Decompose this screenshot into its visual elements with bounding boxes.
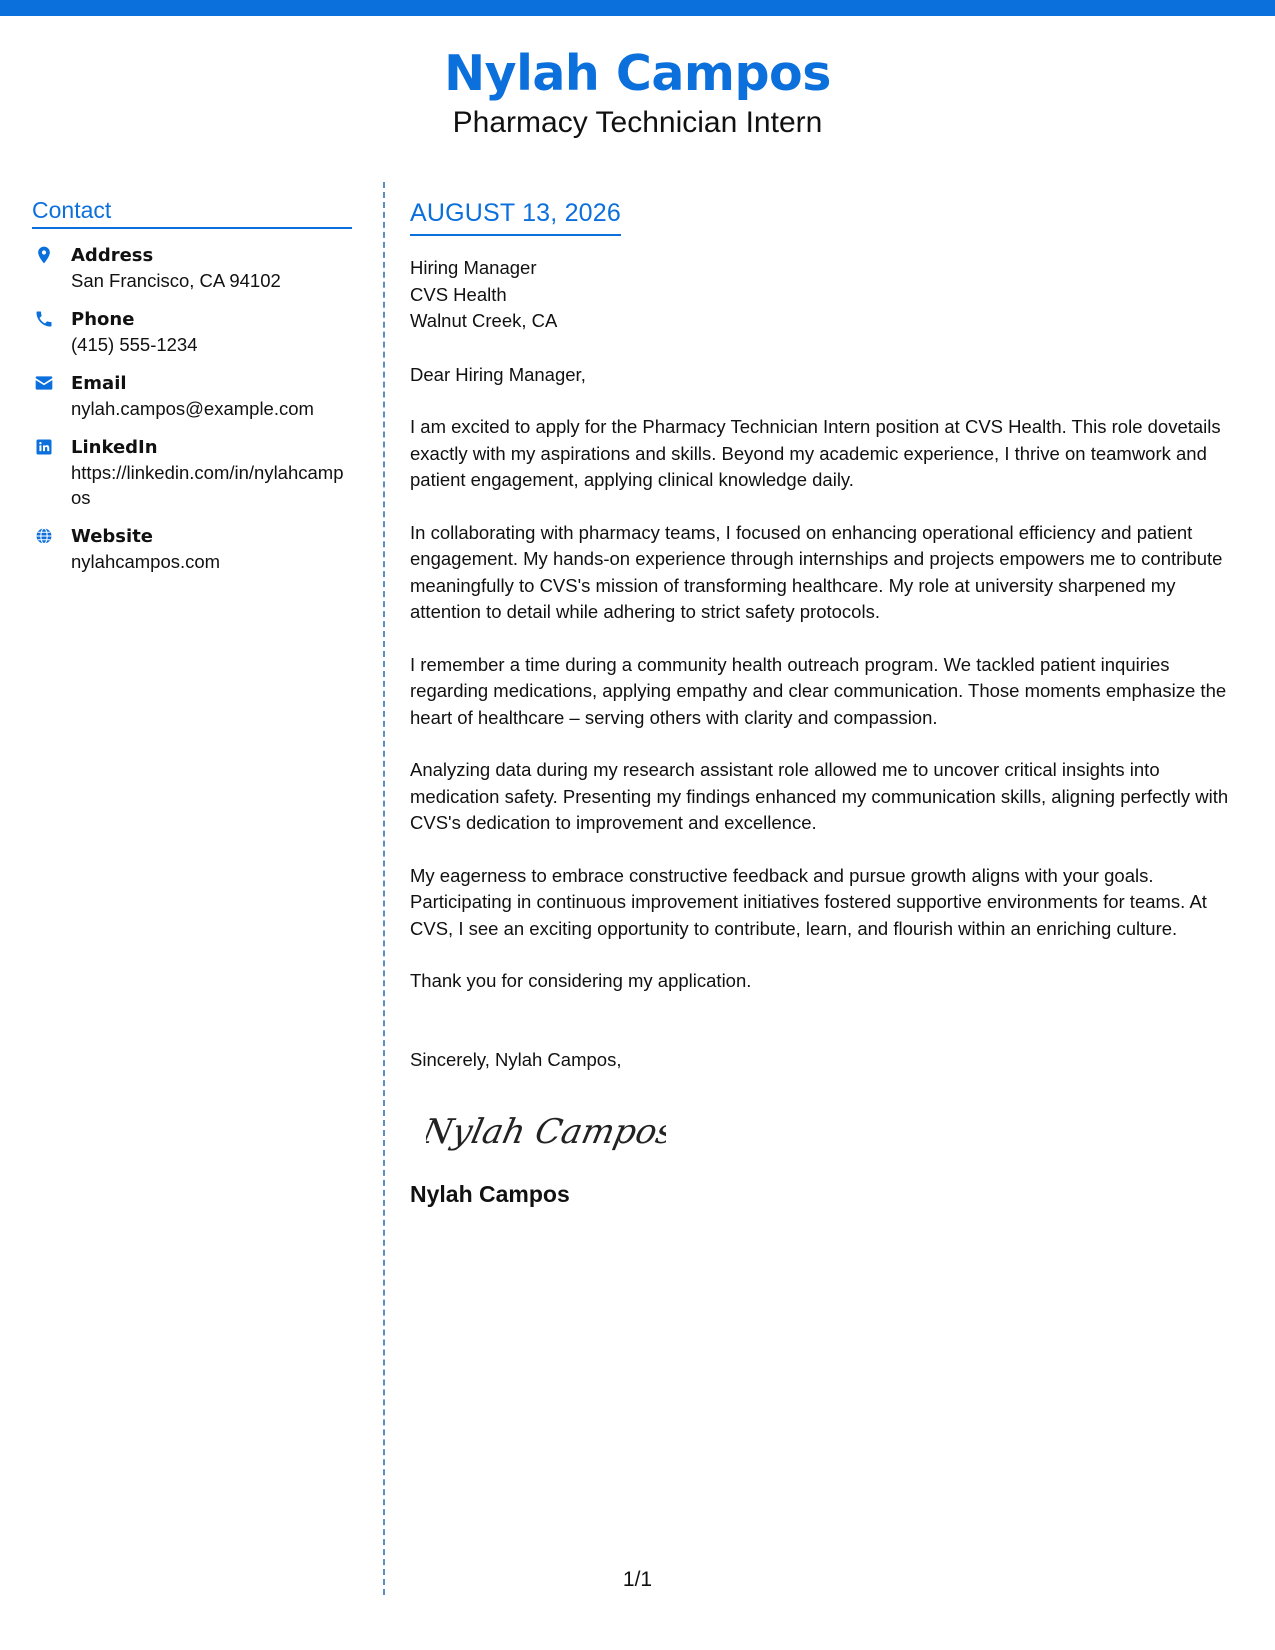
contact-item-linkedin: [32, 435, 352, 510]
contact-sidebar: [32, 196, 352, 574]
contact-item-phone: [32, 307, 352, 357]
contact-value: nylahcampos.com: [71, 551, 221, 572]
recipient-line: CVS Health: [410, 283, 507, 305]
linkedin-icon: [34, 437, 54, 457]
contact-value: nylah.campos@example.com: [71, 398, 314, 419]
letter-paragraph: Analyzing data during my research assistant role allowed me to uncover critical insights into medication safety. Presenting my findings enhanced my communication skills, aligning perfectly with CVS's dedication to improvement and excellence.: [410, 759, 1229, 833]
letter-paragraph: My eagerness to embrace constructive feedback and pursue growth aligns with your goals. Participating in continuous improvement initiatives fostered supportive environments for teams. At CVS, I see an exciting opportunity to contribute, learn, and flourish within an enriching culture.: [410, 864, 1207, 939]
contact-label: Website: [71, 526, 154, 547]
applicant-job-title: Pharmacy Technician Intern: [452, 106, 823, 139]
letter-date: AUGUST 13, 2026: [410, 198, 621, 236]
applicant-name: Nylah Campos: [444, 45, 831, 102]
page-number: 1/1: [622, 1568, 653, 1591]
closing-line: Sincerely, Nylah Campos,: [410, 1048, 622, 1070]
recipient-line: Walnut Creek, CA: [410, 310, 558, 331]
salutation: Dear Hiring Manager,: [410, 363, 586, 385]
contact-value: San Francisco, CA 94102: [71, 270, 281, 291]
letter-body: [410, 198, 1250, 1209]
recipient-block: [410, 255, 1250, 335]
letter-paragraph: Thank you for considering my application.: [410, 970, 752, 991]
recipient-line: Hiring Manager: [410, 257, 537, 278]
column-divider: [383, 182, 385, 1595]
letter-paragraph: In collaborating with pharmacy teams, I focused on enhancing operational efficiency and patient engagement. My hands-on experience through internships and projects empowers me to contribute meaningfully to CVS's mission of transforming healthcare. My role at university sharpened my attention to detail while adhering to strict safety protocols.: [410, 521, 1223, 622]
contact-value: (415) 555-1234: [71, 334, 198, 355]
handwritten-signature: [426, 1099, 1250, 1159]
location-pin-icon: [34, 245, 54, 265]
contact-label: Phone: [71, 309, 135, 330]
contact-heading: Contact: [32, 196, 352, 229]
top-accent-bar: [0, 0, 1275, 16]
contact-item-website: [32, 524, 352, 574]
contact-value: https://linkedin.com/in/nylahcampos: [71, 462, 344, 508]
contact-item-email: [32, 371, 352, 421]
letter-paragraph: I remember a time during a community health outreach program. We tackled patient inquiries regarding medications, applying empathy and clear communication. Those moments emphasize the heart of healthcare – serving others with clarity and compassion.: [410, 653, 1227, 728]
signer-name: Nylah Campos: [410, 1181, 570, 1207]
globe-icon: [34, 526, 54, 546]
letter-paragraph: I am excited to apply for the Pharmacy Technician Intern position at CVS Health. This role dovetails exactly with my aspirations and skills. Beyond my academic experience, I thrive on teamwork and patient engagement, applying clinical knowledge daily.: [410, 416, 1221, 490]
contact-label: Email: [71, 373, 127, 394]
envelope-icon: [34, 373, 54, 393]
contact-label: Address: [71, 245, 154, 266]
letter-header: [0, 44, 1275, 142]
contact-label: LinkedIn: [71, 437, 158, 458]
contact-item-address: [32, 243, 352, 293]
signature-text: Nylah Campos: [426, 1112, 666, 1152]
phone-icon: [34, 309, 54, 329]
